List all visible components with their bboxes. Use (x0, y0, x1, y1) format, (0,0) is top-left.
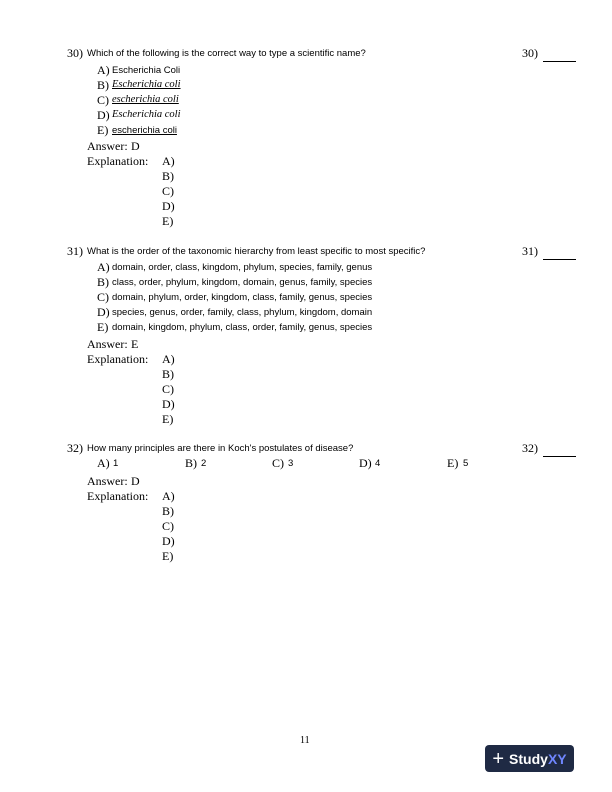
explanation-letter: E) (162, 214, 174, 228)
explanation-letter: E) (162, 412, 174, 426)
explanation-letter: C) (162, 184, 174, 198)
option-text: 3 (288, 458, 294, 469)
answer-blank-line (543, 456, 576, 457)
brand-name: StudyXY (509, 750, 567, 767)
answer-blank-number: 31) (522, 244, 538, 258)
option-letter: A) (97, 456, 110, 470)
option-letter: C) (97, 93, 109, 107)
option-text: 1 (113, 458, 119, 469)
explanation-letter: B) (162, 367, 174, 381)
question-number: 32) (67, 441, 83, 455)
option-text: 4 (375, 458, 381, 469)
option-letter: D) (97, 108, 110, 122)
question-text: How many principles are there in Koch's postulates of disease? (87, 443, 354, 454)
explanation-label: Explanation: (87, 352, 149, 366)
option-text: class, order, phylum, kingdom, domain, genus, family, species (112, 277, 373, 288)
question-number: 31) (67, 244, 83, 258)
option-letter: E) (97, 123, 109, 137)
option-letter: A) (97, 260, 110, 274)
answer-blank-number: 30) (522, 46, 538, 60)
option-text: escherichia coli (112, 94, 179, 105)
explanation-letter: C) (162, 519, 174, 533)
answer-label: Answer: (87, 337, 128, 351)
answer-value: D (131, 139, 140, 153)
option-text: species, genus, order, family, class, phylum, kingdom, domain (112, 307, 373, 318)
explanation-label: Explanation: (87, 154, 149, 168)
plus-icon: + (492, 747, 505, 770)
question-text: What is the order of the taxonomic hierarchy from least specific to most specific? (87, 246, 426, 257)
option-text: Escherichia coli (112, 79, 181, 90)
option-letter: C) (97, 290, 109, 304)
option-letter: E) (447, 456, 459, 470)
option-text: domain, phylum, order, kingdom, class, family, genus, species (112, 292, 373, 303)
explanation-letter: D) (162, 397, 175, 411)
explanation-letter: A) (162, 154, 175, 168)
option-letter: B) (97, 275, 109, 289)
explanation-letter: E) (162, 549, 174, 563)
option-letter: D) (359, 456, 372, 470)
answer-label: Answer: (87, 139, 128, 153)
question-number: 30) (67, 46, 83, 60)
answer-blank-line (543, 61, 576, 62)
option-letter: C) (272, 456, 284, 470)
answer-value: E (131, 337, 139, 351)
option-letter: D) (97, 305, 110, 319)
answer-blank-number: 32) (522, 441, 538, 455)
option-text: escherichia coli (112, 125, 177, 136)
option-text: Escherichia coli (112, 109, 181, 120)
explanation-letter: A) (162, 489, 175, 503)
explanation-label: Explanation: (87, 489, 149, 503)
explanation-letter: C) (162, 382, 174, 396)
option-letter: B) (97, 78, 109, 92)
explanation-letter: B) (162, 169, 174, 183)
explanation-letter: A) (162, 352, 175, 366)
option-text: domain, order, class, kingdom, phylum, species, family, genus (112, 262, 373, 273)
option-letter: B) (185, 456, 197, 470)
option-text: domain, kingdom, phylum, class, order, family, genus, species (112, 322, 373, 333)
option-text: 2 (201, 458, 207, 469)
question-text: Which of the following is the correct way to type a scientific name? (87, 48, 366, 59)
option-letter: E) (97, 320, 109, 334)
option-text: Escherichia Coli (112, 65, 181, 76)
answer-label: Answer: (87, 474, 128, 488)
option-letter: A) (97, 63, 110, 77)
answer-blank-line (543, 259, 576, 260)
answer-value: D (131, 474, 140, 488)
explanation-letter: D) (162, 534, 175, 548)
page-number: 11 (300, 735, 310, 746)
option-text: 5 (463, 458, 469, 469)
explanation-letter: B) (162, 504, 174, 518)
explanation-letter: D) (162, 199, 175, 213)
studyxy-badge[interactable] (485, 745, 574, 772)
